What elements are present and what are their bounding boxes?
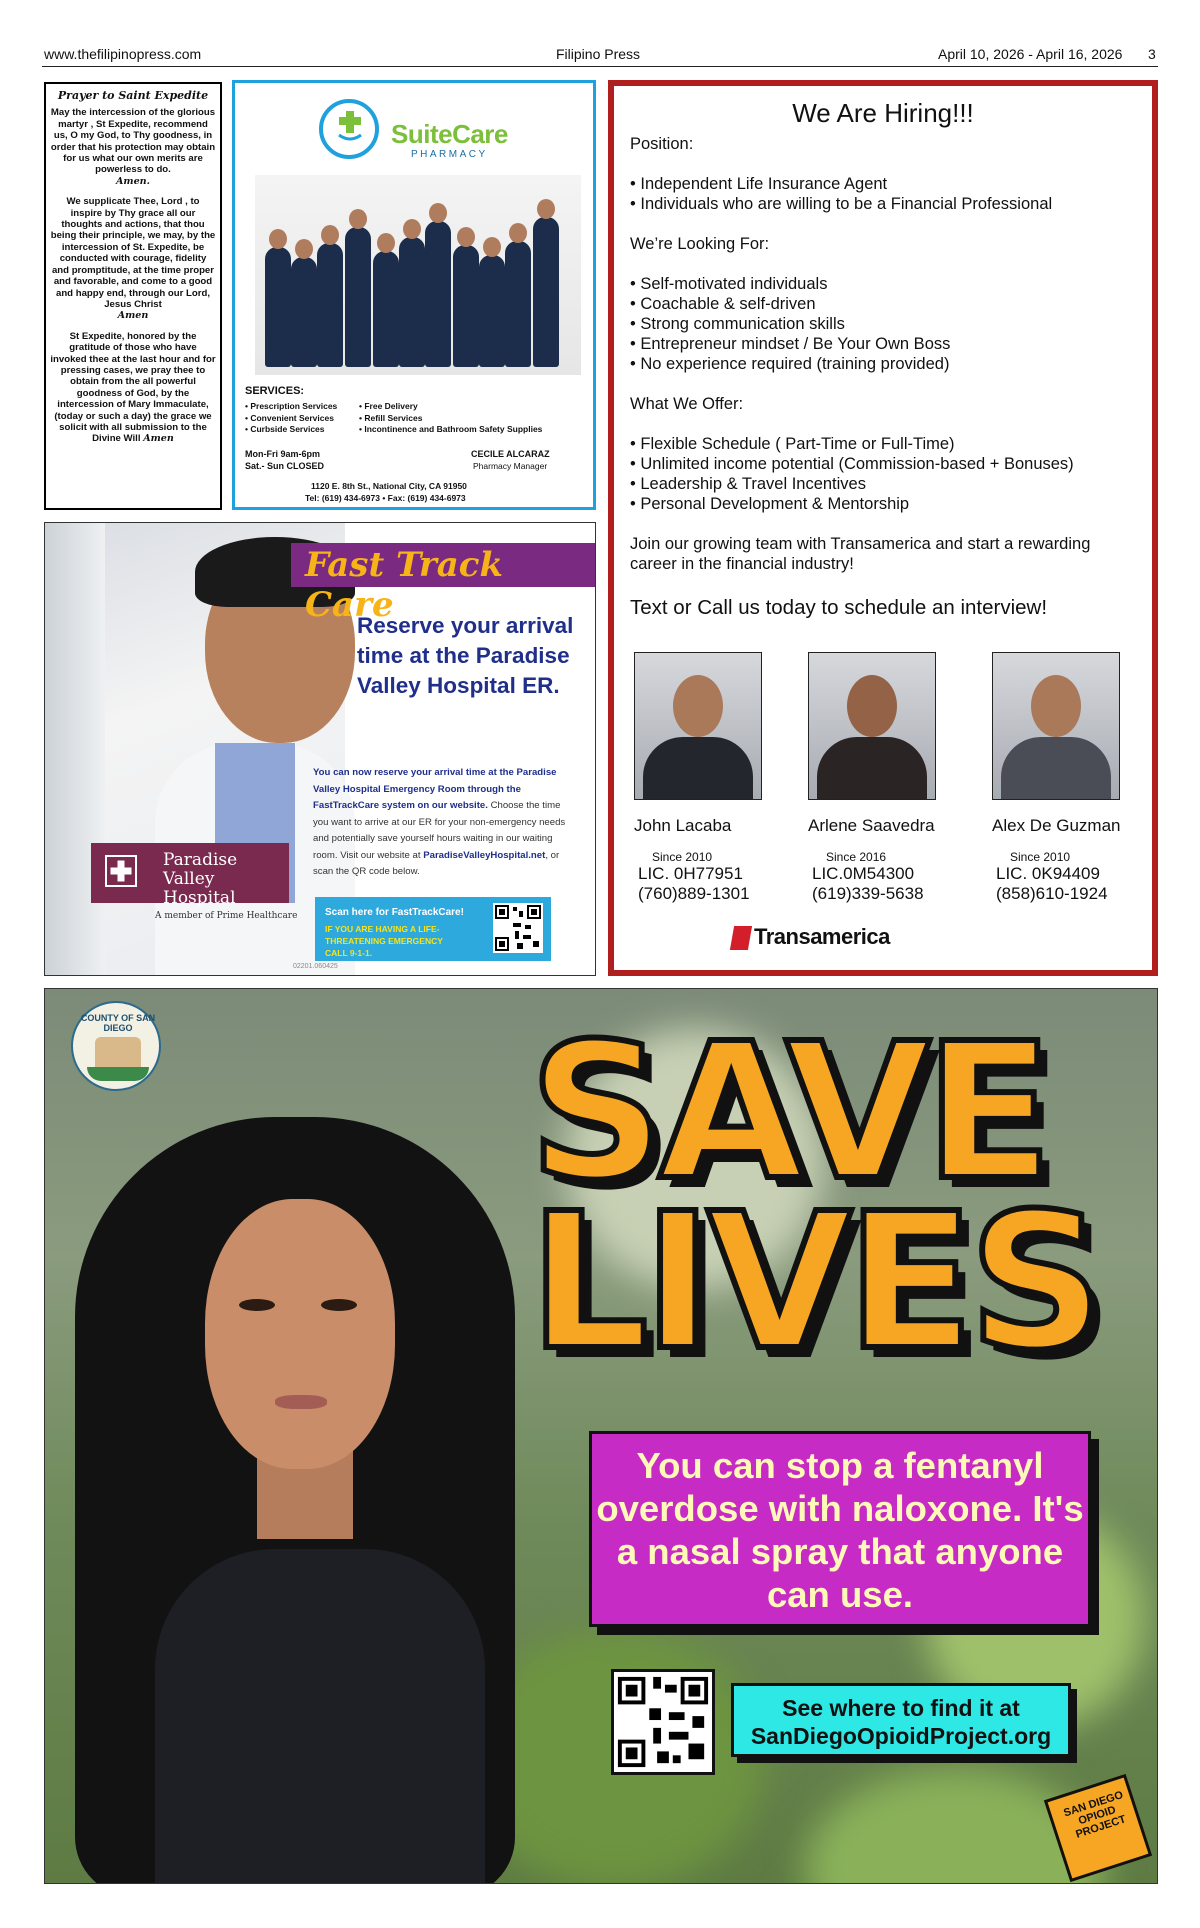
hours-weekend: Sat.- Sun CLOSED xyxy=(245,460,325,471)
hiring-title: We Are Hiring!!! xyxy=(792,98,974,128)
agent-photo xyxy=(808,652,936,800)
cross-icon xyxy=(337,111,363,141)
paper-name: Filipino Press xyxy=(556,46,641,62)
offer-item: • Unlimited income potential (Commission-based + Bonuses) xyxy=(630,455,1074,473)
prayer-paragraph xyxy=(50,331,216,445)
qr-code-icon[interactable] xyxy=(611,1669,715,1775)
prayer-box xyxy=(44,82,222,510)
looking-item: • Coachable & self-driven xyxy=(630,295,816,313)
header-rule xyxy=(42,66,1158,67)
looking-item: • No experience required (training provided) xyxy=(630,355,950,373)
hours-weekday: Mon-Fri 9am-6pm xyxy=(245,449,321,459)
agent-license: LIC.0M54300 xyxy=(812,864,915,883)
lives-headline: LIVES xyxy=(529,1173,1099,1392)
agent-since: Since 2010 xyxy=(1010,850,1071,864)
position-list xyxy=(630,174,1140,214)
fast-track-scan: Scan here for FastTrackCare! xyxy=(325,907,464,918)
agent-license: LIC. 0H77951 xyxy=(638,864,743,883)
prayer-amen-3: Amen xyxy=(143,433,174,445)
offer-item: • Leadership & Travel Incentives xyxy=(630,475,866,493)
position-item: • Independent Life Insurance Agent xyxy=(630,175,888,193)
service-item: • Curbside Services xyxy=(245,424,325,434)
hospital-member: A member of Prime Healthcare xyxy=(155,911,298,921)
ad-code: 02201.060425 xyxy=(293,963,338,970)
prayer-text-1: May the intercession of the glorious martyr , St Expedite, recommend us, O my God, to Thy goodness, in order that his protection may obtain for us what our own merits are powerless to do. xyxy=(50,107,216,176)
service-item: • Prescription Services xyxy=(245,401,338,411)
prayer-paragraph xyxy=(50,107,216,187)
service-item: • Convenient Services xyxy=(245,412,334,423)
services-label: SERVICES: xyxy=(245,385,305,397)
offer-item: • Personal Development & Mentorship xyxy=(630,495,910,513)
fast-track-cta xyxy=(315,897,551,961)
county-name: COUNTY OF SAN DIEGO xyxy=(80,1013,156,1033)
agent-card xyxy=(634,652,762,904)
looking-item: • Strong communication skills xyxy=(630,315,845,333)
prayer-text-3: St Expedite, honored by the gratitude of those who have invoked thee at the last hour and for pressing cases, we pray thee to obtain from the all powerful goodness of God, by the intercession of Mary Immaculate, (today or such a day) the grace we solicit with all submission to the Divine Will xyxy=(50,330,216,445)
hospital-name: Paradise Valley Hospital xyxy=(163,850,238,908)
emergency-notice: IF YOU ARE HAVING A LIFE-THREATENING EMERGENCY CALL 9-1-1. xyxy=(325,924,443,958)
prayer-paragraph xyxy=(50,196,216,321)
prayer-amen-2: Amen xyxy=(117,310,149,322)
staff-photo xyxy=(255,175,581,375)
save-headline: SAVE xyxy=(529,1003,1048,1222)
agent-card xyxy=(992,652,1121,904)
page-number: 3 xyxy=(1148,46,1156,62)
manager-name: CECILE ALCARAZ xyxy=(471,449,550,459)
prayer-title: Prayer to Saint Expedite xyxy=(57,89,209,102)
store-address: 1120 E. 8th St., National City, CA 91950 xyxy=(311,481,467,491)
store-phones: Tel: (619) 434-6973 • Fax: (619) 434-6973 xyxy=(305,493,466,503)
suitecare-ad xyxy=(232,80,596,510)
opioid-project-url[interactable]: SanDiegoOpioidProject.org xyxy=(750,1723,1052,1749)
agent-phone[interactable]: (760)889-1301 xyxy=(638,884,750,903)
services-right xyxy=(359,401,542,436)
agent-photo xyxy=(634,652,762,800)
hiring-cta: Text or Call us today to schedule an interview! xyxy=(630,596,1048,619)
agent-name: John Lacaba xyxy=(634,816,732,835)
fast-track-body-bold: You can now reserve your arrival time at the Paradise Valley Hospital Emergency Room through the FastTrackCare system on our website. xyxy=(313,767,557,811)
offer-list xyxy=(630,434,1140,514)
store-hours xyxy=(245,449,324,472)
find-line-1: See where to find it at xyxy=(782,1695,1020,1721)
fast-track-body-text: Choose the time you want to arrive at our ER for your non-emergency needs and potentially save yourself hours waiting in our waiting room. Visit our website at xyxy=(313,800,566,861)
site-url: www.thefilipinopress.com xyxy=(44,46,202,62)
fast-track-title: Fast Track Care xyxy=(305,545,504,625)
hospital-cross-icon xyxy=(105,855,137,887)
looking-list xyxy=(630,274,1140,374)
hospital-logo xyxy=(91,843,289,908)
suitecare-name: SuiteCare xyxy=(391,119,508,149)
position-item: • Individuals who are willing to be a Financial Professional xyxy=(630,195,1053,213)
service-item: • Incontinence and Bathroom Safety Supplies xyxy=(359,424,543,434)
county-seal-icon xyxy=(71,1001,161,1091)
offer-item: • Flexible Schedule ( Part-Time or Full-Time) xyxy=(630,435,955,453)
hiring-body xyxy=(630,134,1140,594)
agent-since: Since 2010 xyxy=(652,850,713,864)
transamerica-logo-icon xyxy=(730,926,752,950)
hospital-website-link[interactable]: ParadiseValleyHospital.net xyxy=(423,849,546,861)
agent-name: Alex De Guzman xyxy=(992,816,1121,835)
issue-dates: April 10, 2026 - April 16, 2026 xyxy=(938,46,1123,62)
transamerica-brand: Transamerica xyxy=(754,924,890,949)
prayer-text-2: We supplicate Thee, Lord , to inspire by Thy grace all our thoughts and actions, that thou being their principle, we may, by the intercession of St. Expedite, be conducted with courage, fidelity and promptitude, at the time proper and favorable, and come to a good and happy end, through our Lord, Jesus Christ xyxy=(50,196,216,310)
naloxone-message: You can stop a fentanyl overdose with naloxone. It's a nasal spray that anyone can use. xyxy=(589,1431,1091,1627)
position-label: Position: xyxy=(630,135,694,153)
looking-label: We’re Looking For: xyxy=(630,235,770,253)
doctor-photo xyxy=(45,523,345,976)
agent-phone[interactable]: (619)339-5638 xyxy=(812,884,924,903)
looking-item: • Entrepreneur mindset / Be Your Own Boss xyxy=(630,335,951,353)
agent-card xyxy=(808,652,936,904)
agent-license: LIC. 0K94409 xyxy=(996,864,1100,883)
service-item: • Free Delivery xyxy=(359,401,418,411)
services-left xyxy=(245,401,337,436)
opioid-project-name: SAN DIEGO OPIOID PROJECT xyxy=(1062,1789,1128,1841)
agent-name: Arlene Saavedra xyxy=(808,816,935,835)
agent-since: Since 2016 xyxy=(826,850,887,864)
agent-phone[interactable]: (858)610-1924 xyxy=(996,884,1108,903)
fast-track-body-end: , or scan the QR code below. xyxy=(313,849,560,877)
hiring-ad xyxy=(608,80,1158,976)
woman-face xyxy=(205,1199,395,1469)
suitecare-sub: PHARMACY xyxy=(411,149,488,160)
save-lives-ad xyxy=(44,988,1158,1884)
prayer-amen-1: Amen. xyxy=(115,175,150,187)
fast-track-headline: Reserve your arrival time at the Paradise Valley Hospital ER. xyxy=(357,613,574,698)
woman-top xyxy=(155,1549,485,1884)
manager-title: Pharmacy Manager xyxy=(473,461,548,471)
qr-code-icon[interactable] xyxy=(493,903,543,953)
join-text: Join our growing team with Transamerica and start a rewarding career in the financial industry! xyxy=(630,535,1091,573)
agent-photo xyxy=(992,652,1120,800)
find-naloxone-cta[interactable] xyxy=(731,1683,1071,1757)
offer-label: What We Offer: xyxy=(630,395,744,413)
service-item: • Refill Services xyxy=(359,412,423,423)
looking-item: • Self-motivated individuals xyxy=(630,275,828,293)
fast-track-body xyxy=(313,765,575,881)
fast-track-ad xyxy=(44,522,596,976)
